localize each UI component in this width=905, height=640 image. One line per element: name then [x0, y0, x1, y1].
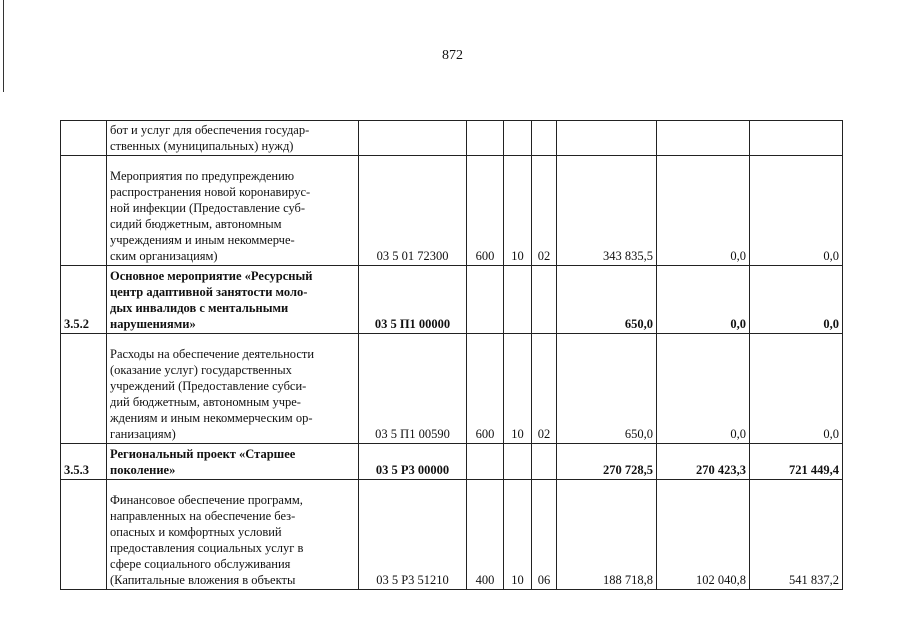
description-line: распространения новой коронавирус- [110, 185, 311, 199]
section-number [61, 334, 107, 444]
description-line: сфере социального обслуживания [110, 557, 291, 571]
section-code: 10 [504, 334, 532, 444]
expense-type [467, 121, 504, 156]
description-line: ганизациям) [110, 427, 176, 441]
row-description [107, 334, 359, 444]
description-line: направленных на обеспечение без- [110, 509, 296, 523]
description-line: опасных и комфортных условий [110, 525, 282, 539]
section-code: 10 [504, 480, 532, 590]
description-line: предоставления социальных услуг в [110, 541, 304, 555]
description-line: (оказание услуг) государственных [110, 363, 292, 377]
description-line: (Капитальные вложения в объекты [110, 573, 296, 587]
expense-type: 400 [467, 480, 504, 590]
page-number: 872 [442, 48, 463, 63]
description-line: учреждениям и иным некоммерче- [110, 233, 295, 247]
description-line: ским организациям) [110, 249, 218, 263]
amount-year-1: 188 718,8 [557, 480, 657, 590]
description-line: ственных (муниципальных) нужд) [110, 139, 294, 153]
target-article-code: 03 5 П1 00590 [359, 334, 467, 444]
description-line: бот и услуг для обеспечения государ- [110, 123, 310, 137]
table-row [61, 480, 843, 590]
table-row [61, 334, 843, 444]
subsection-code: 06 [532, 480, 557, 590]
subsection-code [532, 444, 557, 480]
amount-year-2: 0,0 [657, 156, 750, 266]
description-line: Основное мероприятие «Ресурсный [110, 269, 313, 283]
description-line: центр адаптивной занятости моло- [110, 285, 308, 299]
description-line: сидий бюджетным, автономным [110, 217, 282, 231]
table-row [61, 121, 843, 156]
subsection-code [532, 266, 557, 334]
margin-line [3, 0, 4, 92]
amount-year-3: 541 837,2 [750, 480, 843, 590]
section-number: 3.5.2 [61, 266, 107, 334]
target-article-code [359, 121, 467, 156]
row-description [107, 444, 359, 480]
amount-year-2: 102 040,8 [657, 480, 750, 590]
amount-year-2: 270 423,3 [657, 444, 750, 480]
amount-year-1: 650,0 [557, 334, 657, 444]
table-body [61, 121, 843, 590]
description-line: Региональный проект «Старшее [110, 447, 296, 461]
description-line: нарушениями» [110, 317, 196, 331]
table-row [61, 444, 843, 480]
section-number [61, 121, 107, 156]
target-article-code: 03 5 П1 00000 [359, 266, 467, 334]
budget-table [60, 120, 843, 590]
section-number [61, 156, 107, 266]
row-description [107, 156, 359, 266]
expense-type [467, 266, 504, 334]
amount-year-1: 650,0 [557, 266, 657, 334]
section-code [504, 266, 532, 334]
amount-year-2: 0,0 [657, 266, 750, 334]
amount-year-1 [557, 121, 657, 156]
section-code [504, 121, 532, 156]
description-line: Мероприятия по предупреждению [110, 169, 295, 183]
row-description [107, 480, 359, 590]
amount-year-3: 0,0 [750, 266, 843, 334]
amount-year-3: 0,0 [750, 334, 843, 444]
description-line: ной инфекции (Предоставление суб- [110, 201, 306, 215]
section-code: 10 [504, 156, 532, 266]
description-line: ждениям и иным некоммерческим ор- [110, 411, 313, 425]
amount-year-3: 721 449,4 [750, 444, 843, 480]
table-row [61, 266, 843, 334]
row-description [107, 121, 359, 156]
expense-type: 600 [467, 334, 504, 444]
subsection-code: 02 [532, 334, 557, 444]
description-line: дий бюджетным, автономным учре- [110, 395, 301, 409]
description-line: поколение» [110, 463, 176, 477]
description-line: учреждений (Предоставление субси- [110, 379, 307, 393]
table-row [61, 156, 843, 266]
description-line: дых инвалидов с ментальными [110, 301, 289, 315]
amount-year-2: 0,0 [657, 334, 750, 444]
section-code [504, 444, 532, 480]
target-article-code: 03 5 P3 51210 [359, 480, 467, 590]
amount-year-2 [657, 121, 750, 156]
description-line: Расходы на обеспечение деятельности [110, 347, 315, 361]
amount-year-1: 343 835,5 [557, 156, 657, 266]
row-description [107, 266, 359, 334]
section-number: 3.5.3 [61, 444, 107, 480]
subsection-code [532, 121, 557, 156]
target-article-code: 03 5 P3 00000 [359, 444, 467, 480]
expense-type: 600 [467, 156, 504, 266]
target-article-code: 03 5 01 72300 [359, 156, 467, 266]
expense-type [467, 444, 504, 480]
amount-year-3: 0,0 [750, 156, 843, 266]
amount-year-3 [750, 121, 843, 156]
description-line: Финансовое обеспечение программ, [110, 493, 303, 507]
subsection-code: 02 [532, 156, 557, 266]
section-number [61, 480, 107, 590]
amount-year-1: 270 728,5 [557, 444, 657, 480]
